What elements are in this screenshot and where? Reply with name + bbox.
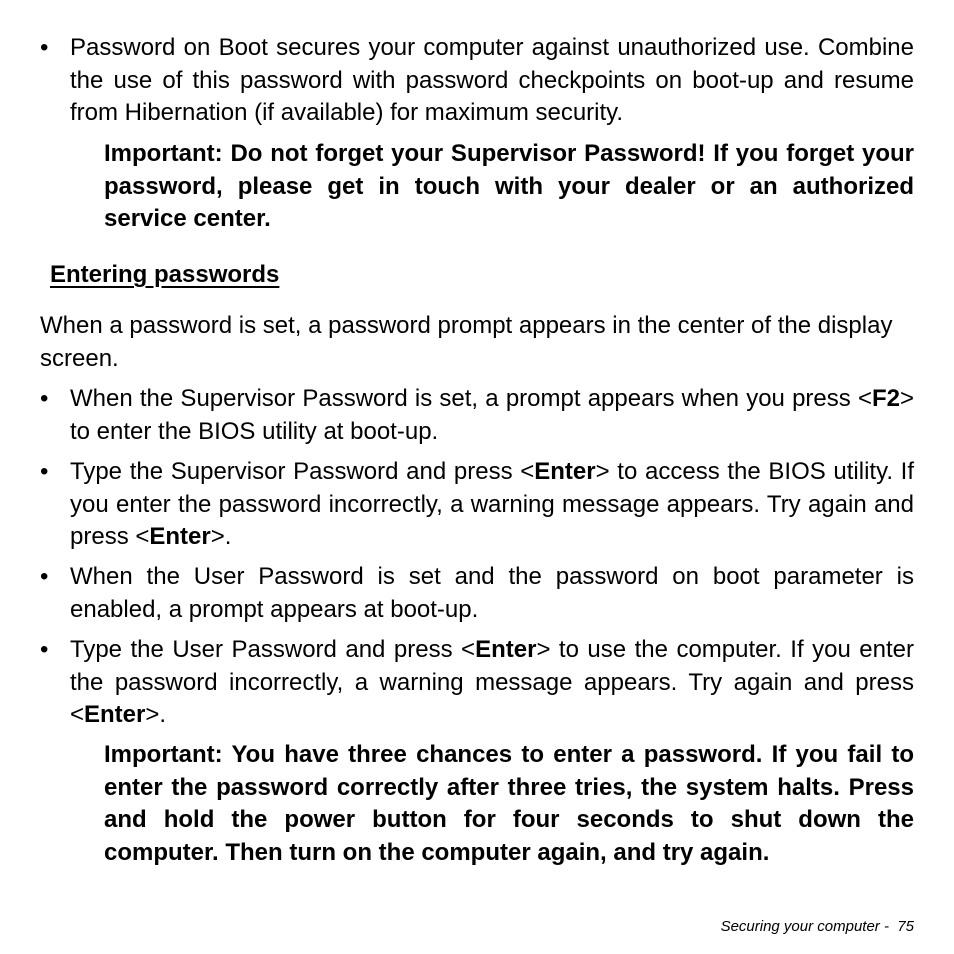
bullet-text: Type the Supervisor Password and press <Enter> to access the BIOS utility. If you enter the password incorrectly, a warning message appears. Try again and press <Enter>. bbox=[70, 458, 914, 550]
list-item-user-password bbox=[40, 561, 914, 626]
bullet-icon: • bbox=[40, 563, 49, 590]
important-note-supervisor: Important: Do not forget your Supervisor Password! If you forget your password, please get in touch with your dealer or an authorized service center. bbox=[104, 140, 914, 232]
important-note-three-chances: Important: You have three chances to enter a password. If you fail to enter the password correctly after three tries, the system halts. Press and hold the power button for four seconds to shut down the computer. Then turn on the computer again, and try again. bbox=[104, 741, 914, 866]
bullet-icon: • bbox=[40, 385, 49, 412]
bullet-icon: • bbox=[40, 636, 49, 663]
list-item-supervisor-prompt bbox=[40, 383, 914, 448]
bullet-text: Password on Boot secures your computer against unauthorized use. Combine the use of this password with password checkpoints on boot-up and resume from Hibernation (if available) for maximum security. bbox=[70, 34, 914, 126]
key-name: Enter bbox=[534, 458, 596, 485]
bullet-icon: • bbox=[40, 458, 49, 485]
section-heading: Entering passwords bbox=[50, 261, 280, 288]
page-number: 75 bbox=[897, 918, 914, 935]
bullet-text: When the User Password is set and the password on boot parameter is enabled, a prompt appears at boot-up. bbox=[70, 563, 914, 623]
key-name: F2 bbox=[871, 385, 900, 412]
list-item-password-on-boot bbox=[40, 32, 914, 130]
bullet-text: Type the User Password and press <Enter> to use the computer. If you enter the password incorrectly, a warning message appears. Try again and press <Enter>. bbox=[70, 636, 915, 728]
page-footer bbox=[721, 917, 914, 937]
key-name: Enter bbox=[84, 701, 146, 728]
key-name: Enter bbox=[475, 636, 537, 663]
key-name: Enter bbox=[149, 523, 211, 550]
bullet-text: When the Supervisor Password is set, a prompt appears when you press <F2> to enter the BIOS utility at boot-up. bbox=[70, 385, 914, 445]
footer-section-title: Securing your computer - bbox=[720, 918, 889, 935]
list-item-supervisor-enter bbox=[40, 456, 914, 554]
list-item-user-enter bbox=[40, 634, 914, 732]
bullet-icon: • bbox=[40, 34, 49, 61]
section-intro-paragraph: When a password is set, a password prompt appears in the center of the display screen. bbox=[40, 312, 893, 372]
